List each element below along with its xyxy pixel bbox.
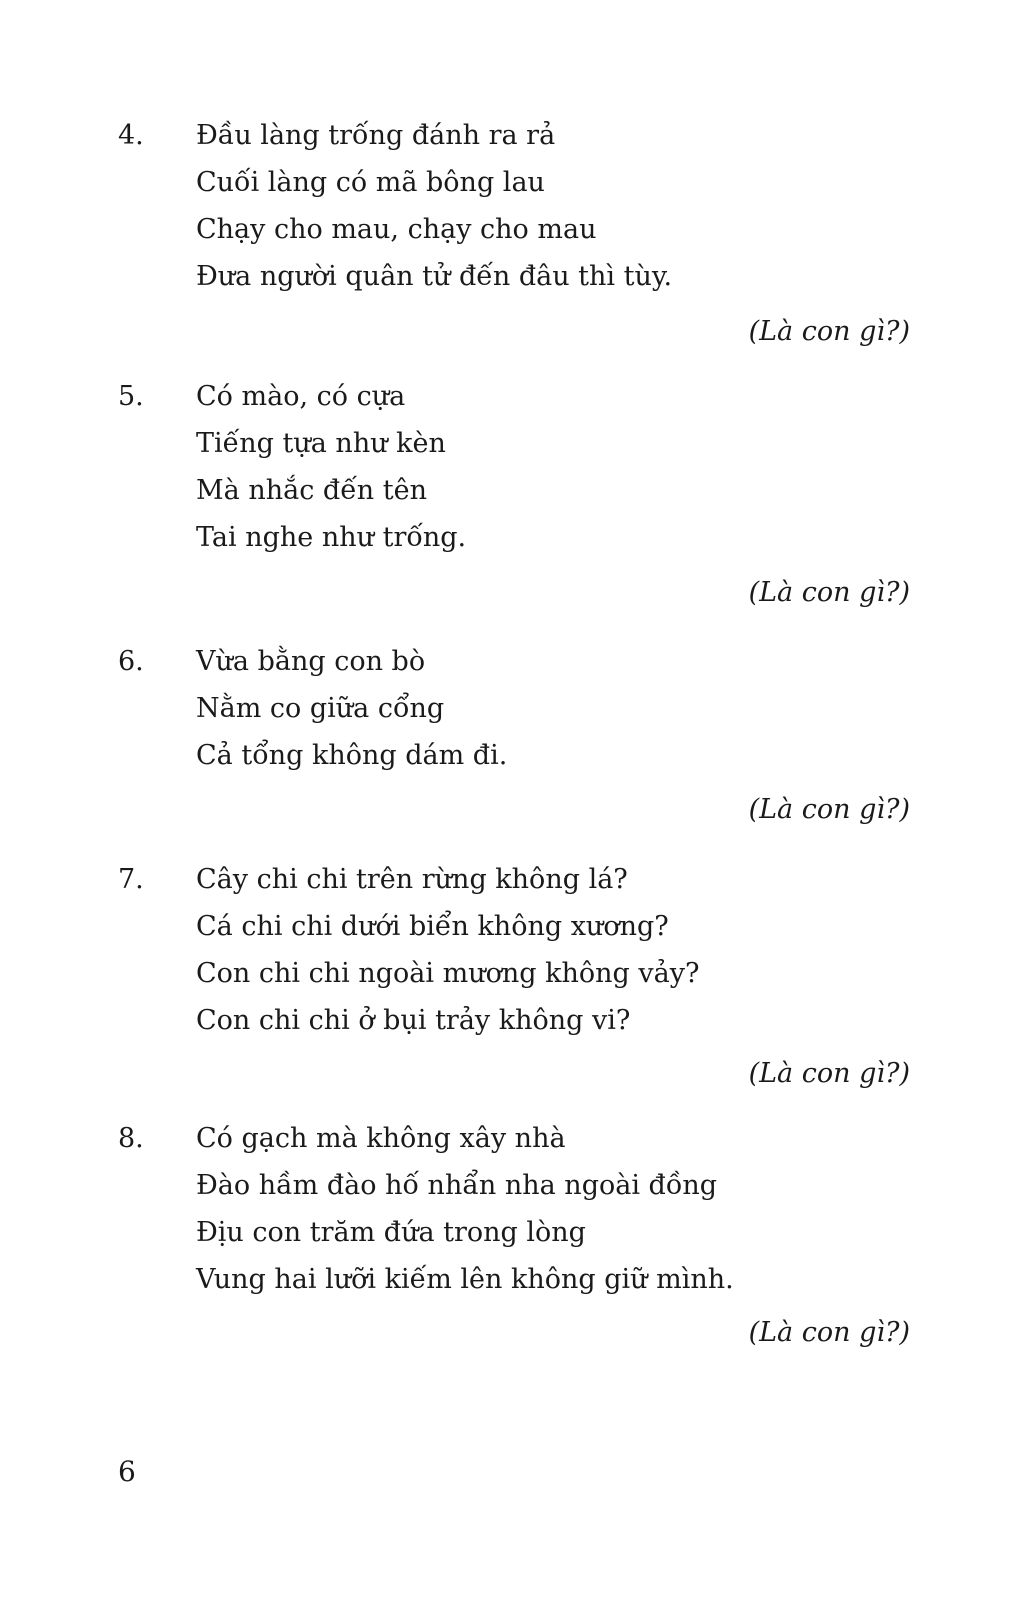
verse-line: Có gạch mà không xây nhà [196,1123,566,1154]
verse-line: Đưa người quân tử đến đâu thì tùy. [196,261,673,292]
verse-line: Con chi chi ngoài mương không vảy? [196,958,700,989]
riddle-number: 7. [118,864,144,895]
riddle-verse [196,856,916,1044]
verse-line: Địu con trăm đứa trong lòng [196,1217,586,1248]
verse-line: Cả tổng không dám đi. [196,740,508,771]
riddle-question: (Là con gì?) [748,794,910,825]
verse-line: Đào hầm đào hố nhẩn nha ngoài đồng [196,1170,718,1201]
riddle-number: 4. [118,120,144,151]
verse-line: Tai nghe như trống. [196,522,467,553]
riddle-question: (Là con gì?) [748,1058,910,1089]
riddle-verse [196,638,916,779]
page-number: 6 [118,1455,136,1488]
riddle-verse [196,112,916,300]
verse-line: Cuối làng có mã bông lau [196,167,545,198]
riddle-number: 5. [118,381,144,412]
verse-line: Đầu làng trống đánh ra rả [196,120,556,151]
verse-line: Mà nhắc đến tên [196,475,427,506]
verse-line: Cá chi chi dưới biển không xương? [196,911,669,942]
riddle-verse [196,1115,916,1303]
verse-line: Cây chi chi trên rừng không lá? [196,864,628,895]
riddle-question: (Là con gì?) [748,577,910,608]
riddle-question: (Là con gì?) [748,316,910,347]
verse-line: Có mào, có cựa [196,381,406,412]
verse-line: Vung hai lưỡi kiếm lên không giữ mình. [196,1264,734,1295]
riddle-verse [196,373,916,561]
riddle-number: 8. [118,1123,144,1154]
riddle-question: (Là con gì?) [748,1317,910,1348]
verse-line: Chạy cho mau, chạy cho mau [196,214,597,245]
verse-line: Nằm co giữa cổng [196,693,445,724]
verse-line: Vừa bằng con bò [196,646,426,677]
verse-line: Con chi chi ở bụi trảy không vi? [196,1005,631,1036]
riddle-number: 6. [118,646,144,677]
verse-line: Tiếng tựa như kèn [196,428,446,459]
